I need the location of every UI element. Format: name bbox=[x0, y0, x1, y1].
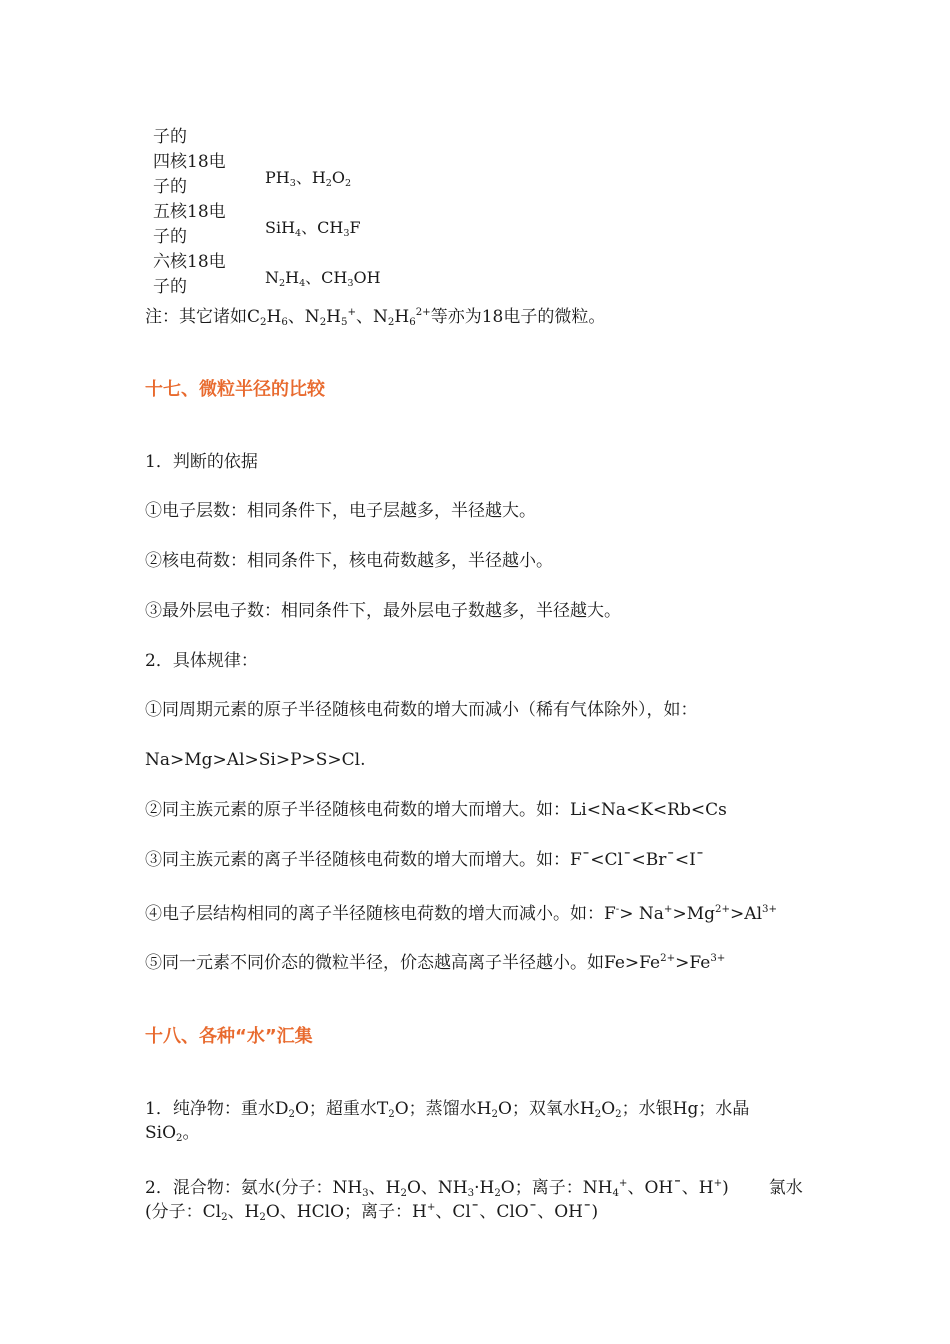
paragraph: 1．纯净物：重水$D_2O$；超重水$T_2O$；蒸馏水$H_2O$；双氧水$H_2O_2$；水银Hg；水晶 bbox=[145, 1099, 750, 1120]
paragraph: ③最外层电子数：相同条件下，最外层电子数越多，半径越大。 bbox=[145, 601, 621, 621]
table-row-label: 四核18电 bbox=[153, 152, 226, 172]
paragraph: (分子：$Cl_2$、$H_2O$、HClO；离子：H+、Cl¯、ClO¯、OH¯) bbox=[145, 1202, 599, 1223]
note-paragraph: 注：其它诸如$C_2H_6$、$N_2H_5^+$、$N_2H_6^{2+}$等亦为18电子的微粒。 bbox=[145, 307, 606, 328]
paragraph: 1．判断的依据 bbox=[145, 452, 258, 472]
table-row-formula: $PH_3$、$H_2O_2$ bbox=[265, 168, 352, 189]
paragraph: ①同周期元素的原子半径随核电荷数的增大而减小（稀有气体除外），如： bbox=[145, 700, 698, 720]
table-row-label: 子的 bbox=[153, 277, 187, 297]
table-row-formula: $N_2H_4$、$CH_3OH$ bbox=[265, 268, 381, 289]
paragraph: ④电子层结构相同的离子半径随核电荷数的增大而减小。如：$F^-> Na^+>Mg^{2+}>Al^{3+}$ bbox=[145, 904, 778, 924]
table-row-label: 子的 bbox=[153, 177, 187, 197]
paragraph: 2．混合物：氨水(分子：$NH_3$、$H_2O$、$NH_3\cdot H_2O$；离子：$NH_4^+$、OH¯、H+) 氯水 bbox=[145, 1178, 803, 1199]
table-row-formula: SiH$_4$、$CH_3F$ bbox=[265, 218, 361, 239]
paragraph: ①电子层数：相同条件下，电子层越多，半径越大。 bbox=[145, 501, 536, 521]
paragraph: ②核电荷数：相同条件下，核电荷数越多，半径越小。 bbox=[145, 551, 553, 571]
paragraph: Na>Mg>Al>Si>P>S>Cl. bbox=[145, 750, 366, 770]
table-row-label: 六核18电 bbox=[153, 252, 226, 272]
paragraph: 2．具体规律： bbox=[145, 651, 258, 671]
section-18-heading: 十八、各种“水”汇集 bbox=[145, 1026, 313, 1047]
table-row-label: 五核18电 bbox=[153, 202, 226, 222]
table-row-label: 子的 bbox=[153, 227, 187, 247]
paragraph: ②同主族元素的原子半径随核电荷数的增大而增大。如：Li<Na<K<Rb<Cs bbox=[145, 800, 727, 820]
paragraph: ⑤同一元素不同价态的微粒半径，价态越高离子半径越小。如$Fe>Fe^{2+}>Fe^{3+}$ bbox=[145, 953, 726, 973]
section-17-heading: 十七、微粒半径的比较 bbox=[145, 379, 325, 400]
paragraph: ③同主族元素的离子半径随核电荷数的增大而增大。如：F¯<Cl¯<Br¯<I¯ bbox=[145, 850, 705, 870]
table-label-tail: 子的 bbox=[153, 127, 187, 147]
paragraph: SiO$_2$。 bbox=[145, 1123, 200, 1144]
